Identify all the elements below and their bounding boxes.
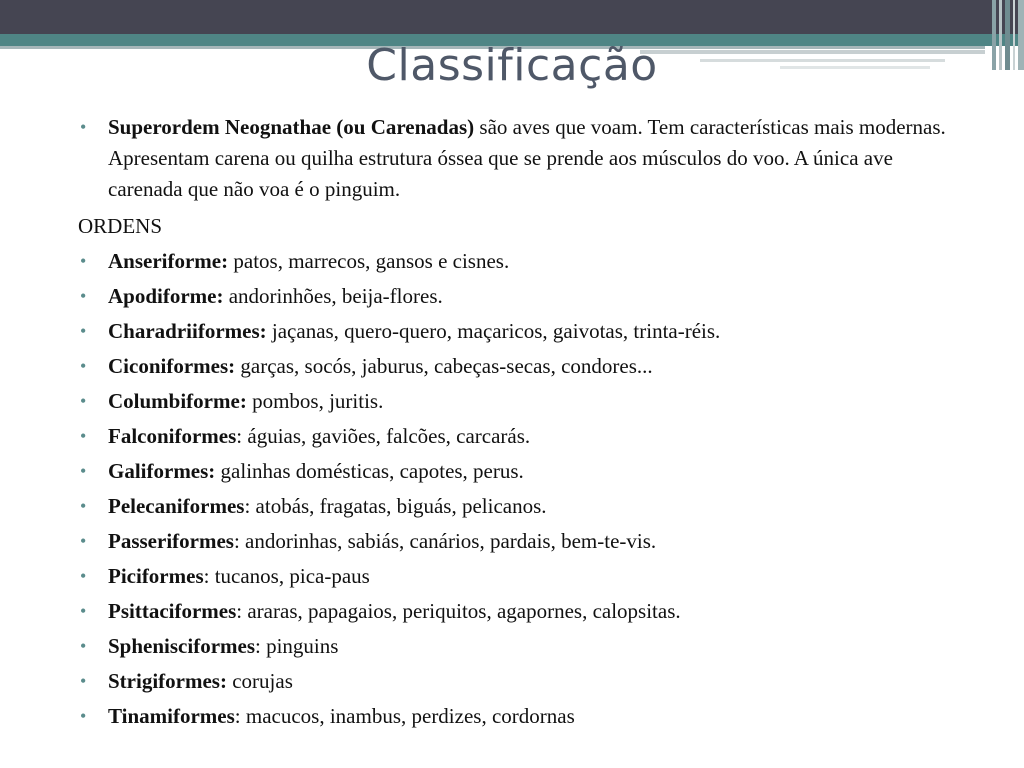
order-item [78, 316, 958, 347]
bullet-icon: • [80, 286, 87, 306]
order-name: Strigiformes: [108, 669, 227, 693]
bullet-icon: • [80, 117, 87, 137]
order-description: : andorinhas, sabiás, canários, pardais, bem-te-vis. [233, 529, 657, 553]
bullet-icon: • [80, 461, 87, 481]
order-description: pombos, juritis. [246, 389, 384, 413]
order-description: : águias, gaviões, falcões, carcarás. [236, 424, 531, 448]
orders-heading: ORDENS [78, 214, 163, 238]
order-name: Pelecaniformes [108, 494, 245, 518]
slide-content [78, 112, 958, 736]
order-item [78, 526, 958, 557]
order-item [78, 421, 958, 452]
order-item [78, 561, 958, 592]
order-description: andorinhões, beija-flores. [223, 284, 443, 308]
order-description: : macucos, inambus, perdizes, cordornas [234, 704, 575, 728]
order-item [78, 491, 958, 522]
order-item [78, 701, 958, 732]
order-item [78, 666, 958, 697]
order-name: Charadriiformes: [108, 319, 267, 343]
bullet-icon: • [80, 566, 87, 586]
order-name: Sphenisciformes [108, 634, 255, 658]
bullet-icon: • [80, 321, 87, 341]
intro-paragraph [78, 112, 958, 205]
order-name: Columbiforme: [108, 389, 247, 413]
bullet-icon: • [80, 601, 87, 621]
order-item [78, 456, 958, 487]
bullet-icon: • [80, 356, 87, 376]
intro-text: são aves que voam. Tem características mais modernas. Apresentam carena ou quilha estrutura óssea que se prende aos músculos do voo. A única ave carenada que não voa é o pinguim. [108, 115, 946, 201]
order-description: jaçanas, quero-quero, maçaricos, gaivotas, trinta-réis. [266, 319, 721, 343]
bullet-icon: • [80, 496, 87, 516]
bullet-icon: • [80, 671, 87, 691]
order-description: : tucanos, pica-paus [203, 564, 370, 588]
order-name: Galiformes: [108, 459, 216, 483]
order-name: Tinamiformes [108, 704, 235, 728]
order-description: : atobás, fragatas, biguás, pelicanos. [244, 494, 547, 518]
order-description: galinhas domésticas, capotes, perus. [215, 459, 524, 483]
slide-title: Classificação [366, 40, 658, 91]
order-name: Ciconiformes: [108, 354, 236, 378]
order-description: corujas [226, 669, 293, 693]
order-item [78, 386, 958, 417]
order-item [78, 596, 958, 627]
intro-bold-term: Superordem Neognathae (ou Carenadas) [108, 115, 475, 139]
order-description: : araras, papagaios, periquitos, agapornes, calopsitas. [236, 599, 681, 623]
orders-list [78, 246, 958, 732]
order-item [78, 351, 958, 382]
bullet-icon: • [80, 391, 87, 411]
order-description: patos, marrecos, gansos e cisnes. [228, 249, 510, 273]
bullet-icon: • [80, 426, 87, 446]
order-name: Psittaciformes [108, 599, 237, 623]
order-name: Falconiformes [108, 424, 237, 448]
order-name: Apodiforme: [108, 284, 224, 308]
order-description: garças, socós, jaburus, cabeças-secas, condores... [235, 354, 653, 378]
order-item [78, 631, 958, 662]
order-name: Anseriforme: [108, 249, 229, 273]
bullet-icon: • [80, 251, 87, 271]
bullet-icon: • [80, 636, 87, 656]
order-item [78, 246, 958, 277]
order-name: Piciformes [108, 564, 204, 588]
order-description: : pinguins [255, 634, 339, 658]
order-name: Passeriformes [108, 529, 234, 553]
bullet-icon: • [80, 706, 87, 726]
order-item [78, 281, 958, 312]
header-band [0, 0, 1024, 34]
bullet-icon: • [80, 531, 87, 551]
